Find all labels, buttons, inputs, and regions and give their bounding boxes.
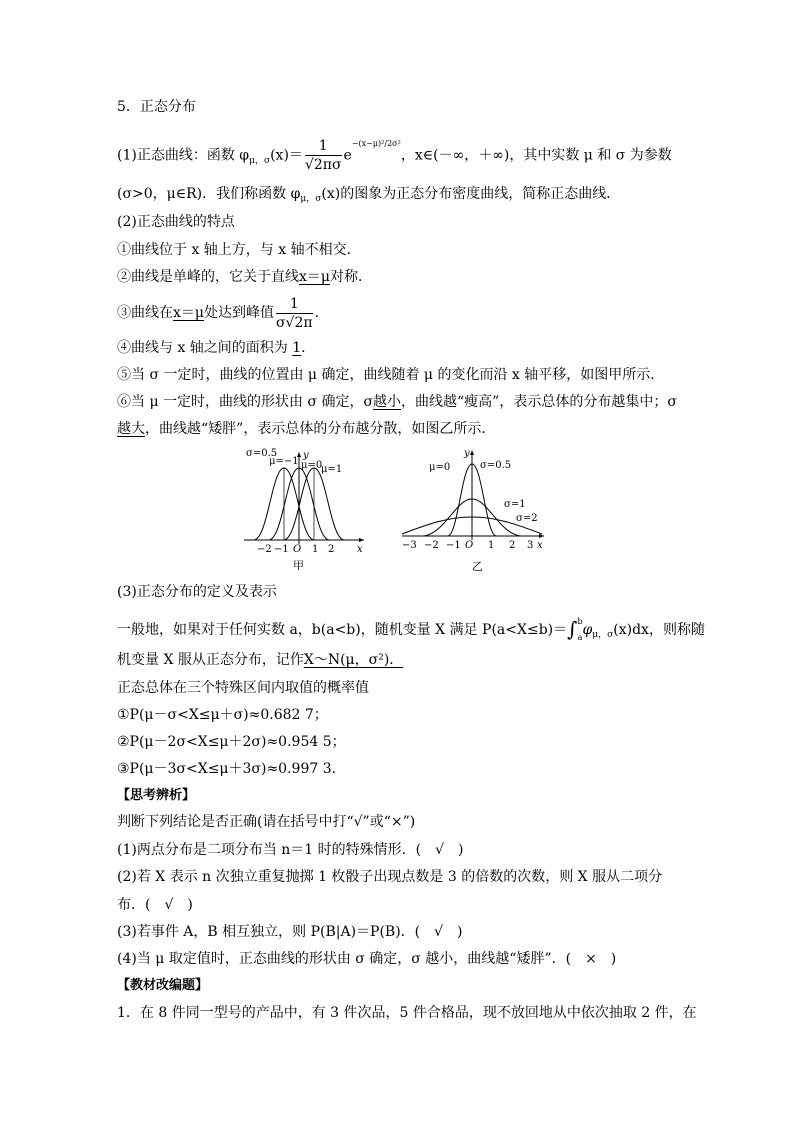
feature-6b xyxy=(117,419,495,439)
left-tick-1: 1 xyxy=(312,544,319,555)
left-tick-2: 2 xyxy=(328,544,335,555)
probability-1: ①P(μ－σ<X≤μ＋σ)≈0.682 7； xyxy=(117,707,328,723)
features-title: (2)正态曲线的特点 xyxy=(117,214,235,230)
probability-title: 正态总体在三个特殊区间内取值的概率值 xyxy=(117,680,369,696)
def2-tail: (x)的图象为正态分布密度曲线，简称正态曲线． xyxy=(321,186,621,202)
feature-5: ⑤当 σ 一定时，曲线的位置由 μ 确定，曲线随着 μ 的变化而沿 x 轴平移，如图甲所示． xyxy=(117,367,665,383)
feature-3 xyxy=(117,294,319,332)
right-sigma-label-2: σ=2 xyxy=(516,513,538,524)
normal-curve-def-line1 xyxy=(117,137,672,171)
left-mu-label-neg1: μ=−1 xyxy=(269,456,299,467)
normal-curve-def-line2 xyxy=(117,184,620,206)
def-label: (1)正态曲线：函数 φ xyxy=(117,147,250,164)
feature-2-post: 对称． xyxy=(330,269,372,285)
left-mu-label-1: μ=1 xyxy=(321,464,343,475)
right-y-arrow xyxy=(470,450,474,455)
def-mid: (x)＝ xyxy=(270,147,303,164)
def-frac-den: √2πσ xyxy=(304,157,342,173)
definition-title: (3)正态分布的定义及表示 xyxy=(117,584,277,600)
left-x-arrow xyxy=(359,538,364,542)
think-intro: 判断下列结论是否正确(请在括号中打“√”或“×”) xyxy=(117,814,416,830)
def-fraction xyxy=(305,137,342,174)
right-y-label: y xyxy=(464,448,470,459)
feature-3-post: . xyxy=(314,305,320,321)
integral-sign: ∫ xyxy=(567,617,578,641)
textbook-title: 【教材改编题】 xyxy=(117,978,209,993)
definition-tail: (x)dx，则称随 xyxy=(613,622,705,638)
left-mu-label-0: μ=0 xyxy=(301,460,323,471)
right-tick-origin: O xyxy=(465,540,474,551)
right-sigma-label-1: σ=1 xyxy=(504,499,526,510)
feature-3-underline: x＝μ xyxy=(173,305,204,321)
question-2b: 布．( √ ) xyxy=(117,897,193,913)
feature-3-pre: ③曲线在 xyxy=(117,305,173,321)
probability-3: ③P(μ－3σ<X≤μ＋3σ)≈0.997 3. xyxy=(117,761,337,777)
def-tail: ，x∈(－∞，＋∞)，其中实数 μ 和 σ 为参数 xyxy=(400,147,672,164)
feature-1: ①曲线位于 x 轴上方，与 x 轴不相交． xyxy=(117,242,361,258)
feature-6b-underline: 越大 xyxy=(117,421,145,437)
feature-4-post: . xyxy=(301,340,306,356)
definition-b-pre: 机变量 X 服从正态分布，记作 xyxy=(117,652,304,668)
question-3: (3)若事件 A，B 相互独立，则 P(B|A)＝P(B)．( √ ) xyxy=(117,924,463,940)
right-tick-1: 1 xyxy=(488,540,495,551)
def-frac-num: 1 xyxy=(305,137,342,156)
right-tick-neg1: −1 xyxy=(446,540,461,551)
right-tick-neg3: −3 xyxy=(402,540,417,551)
peak-num: 1 xyxy=(276,295,313,314)
peak-den: σ√2π xyxy=(276,314,313,331)
feature-4-underline: 1 xyxy=(292,340,302,356)
figure-left xyxy=(240,446,375,576)
left-tick-neg2: −2 xyxy=(257,544,272,555)
left-caption: 甲 xyxy=(293,559,304,572)
def2-head: (σ>0，μ∈R)．我们称函数 φ xyxy=(117,186,301,202)
definition-a: 一般地，如果对于任何实数 a，b(a<b)，随机变量 X 满足 P(a<X≤b)＝ xyxy=(117,622,568,638)
left-x-label: x xyxy=(357,544,363,555)
feature-2 xyxy=(117,267,372,287)
feature-4-pre: ④曲线与 x 轴之间的面积为 xyxy=(117,340,288,356)
feature-6b-post: ，曲线越“矮胖”，表示总体的分布越分散，如图乙所示． xyxy=(145,421,496,437)
feature-6a-post: ，曲线越“瘦高”，表示总体的分布越集中；σ xyxy=(401,394,677,410)
feature-4 xyxy=(117,338,306,358)
definition-b-underline: X～N(μ，σ²)． xyxy=(303,652,404,668)
integral-lower: a xyxy=(577,633,583,642)
feature-6a xyxy=(117,392,677,412)
left-tick-origin: O xyxy=(293,544,302,555)
right-mu-label: μ=0 xyxy=(429,462,451,473)
exercise-1: 1．在 8 件同一型号的产品中，有 3 件次品，5 件合格品，现不放回地从中依次抽取 2 件，在 xyxy=(117,1005,697,1021)
right-x-label: x xyxy=(537,540,543,551)
def-sub: μ，σ xyxy=(249,155,271,166)
right-x-arrow xyxy=(539,534,544,538)
question-2a: (2)若 X 表示 n 次独立重复抛掷 1 枚骰子出现点数是 3 的倍数的次数，则 X 服从二项分 xyxy=(117,869,663,885)
definition-line2 xyxy=(117,650,403,670)
feature-2-pre: ②曲线是单峰的，它关于直线 xyxy=(117,269,299,285)
section-title: 5．正态分布 xyxy=(117,99,196,115)
left-y-label: y xyxy=(303,450,309,461)
integrand-sub: μ，σ xyxy=(592,630,614,640)
feature-2-underline: x＝μ xyxy=(299,269,330,285)
integral-upper: b xyxy=(577,617,583,626)
right-tick-neg2: −2 xyxy=(424,540,439,551)
question-1: (1)两点分布是二项分布当 n＝1 时的特殊情形．( √ ) xyxy=(117,842,464,858)
integrand: φ xyxy=(582,622,593,638)
figure-right xyxy=(398,446,548,576)
feature-6a-pre: ⑥当 μ 一定时，曲线的形状由 σ 确定，σ xyxy=(117,394,374,410)
definition-line1 xyxy=(117,612,705,642)
peak-fraction xyxy=(276,295,313,332)
right-sigma-label-05: σ=0.5 xyxy=(480,460,512,471)
right-tick-3: 3 xyxy=(527,540,534,551)
feature-6a-underline: 越小 xyxy=(373,394,402,410)
def-exp: −(x−μ)²/2σ² xyxy=(351,138,401,148)
left-tick-neg1: −1 xyxy=(274,544,289,555)
right-tick-2: 2 xyxy=(509,540,516,551)
probability-2: ②P(μ－2σ<X≤μ＋2σ)≈0.954 5； xyxy=(117,734,346,750)
feature-3-mid: 处达到峰值 xyxy=(204,305,274,321)
def2-sub: μ，σ xyxy=(300,194,322,204)
think-title: 【思考辨析】 xyxy=(117,788,196,803)
left-sigma-label: σ=0.5 xyxy=(246,448,278,459)
right-caption: 乙 xyxy=(472,560,483,573)
question-4: (4)当 μ 取定值时，正态曲线的形状由 σ 确定，σ 越小，曲线越“矮胖”．( × ) xyxy=(117,951,617,967)
def-e: e xyxy=(343,147,352,164)
